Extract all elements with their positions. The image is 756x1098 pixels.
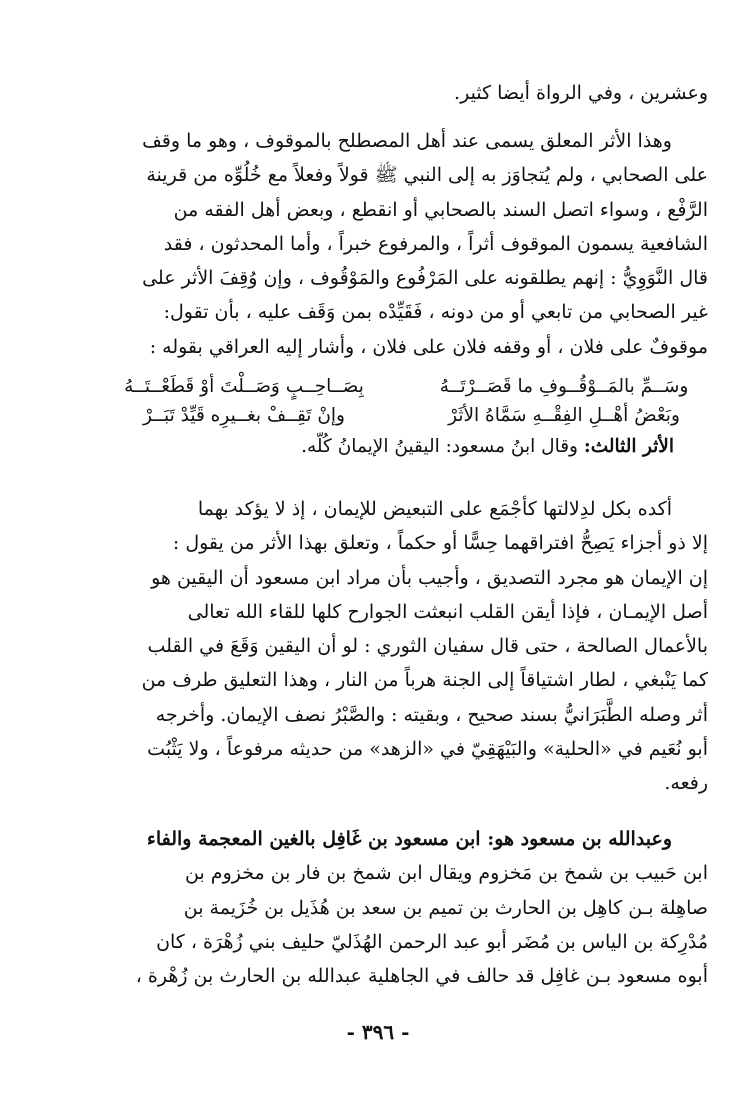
text-line: أبو نُعَيم في «الحلية» والبَيْهَقِيّ في «الزهد» من حديثه مرفوعاً ، ولا يَثْبُت [147, 738, 708, 761]
text-line: ابن مسعود بن غَافِل بالغين المعجمة والفاء [146, 828, 481, 850]
page-number: - ٣٩٦ - [346, 1020, 410, 1044]
text-line: موقوفٌ على فلان ، أو وقفه فلان على فلان ، وأشار إليه العراقي بقوله : [149, 335, 708, 358]
text-line: وعشرين ، وفي الرواة أيضا كثير. [454, 82, 708, 104]
text-line: إلا ذو أجزاء يَصِحُّ افتراقهما حِسًّا أو حكماً ، وتعلق بهذا الأثر من يقول : [172, 532, 708, 555]
poem-verse [100, 372, 708, 401]
text-line: أصل الإيمـان ، فإذا أيقن القلب انبعثت الجوارح كلها للقاء الله تعالى [187, 600, 708, 623]
text-line: ابن حَبيب بن شمخ بن مَخزوم ويقال ابن شمخ بن فار بن مخزوم بن [185, 862, 708, 885]
text-line: صاهِلة بـن كاهِل بن الحارث بن تميم بن سعد بن هُذَيل بن خُزَيمة بن [183, 896, 708, 919]
text-line: أبوه مسعود بـن غافِل قد حالف في الجاهلية عبدالله بن الحارث بن زُهْرة ، [135, 965, 708, 988]
poem-hemistich: وبَعْضُ أهْــلِ الفِقْــهِ سَمَّاهُ الأثَرْ [448, 405, 680, 426]
paragraph-biography [100, 822, 708, 993]
biography-label: وعبدالله بن مسعود هو: [487, 828, 672, 850]
poem-block [100, 372, 708, 461]
text-line: إن الإيمان هو مجرد التصديق ، وأجيب بأن مراد ابن مسعود أن اليقين هو [151, 566, 708, 589]
text-line: أكده بكل لدِلالتها كأجْمَع على التبعيض للإيمان ، إذ لا يؤكد بهما [197, 498, 672, 520]
text-line: الرَّفْع ، وسواء اتصل السند بالصحابي أو انقطع ، وبعض أهل الفقه من [173, 198, 708, 221]
poem-verse [100, 401, 708, 430]
paragraph-athar-definition [100, 124, 708, 364]
text-line: الشافعية يسمون الموقوف أثراً ، والمرفوع خبراً ، وأما المحدثون ، فقد [163, 232, 708, 255]
athar-text: وقال ابنُ مسعود: اليقينُ الإيمانُ كُلُّه. [301, 436, 578, 457]
text-line: أثر وصله الطَّبَرَانيُّ بسند صحيح ، وبقيته : والصَّبْرُ نصف الإيمان. وأخرجه [155, 703, 708, 726]
biography-first-line [100, 822, 708, 856]
poem-hemistich: وإنْ تَقِــفْ بغــيرِه قَيِّدْ تَبَــرْ [143, 405, 345, 426]
text-line: كما يَنْبغي ، لطار اشتياقاً إلى الجنة هرباً من النار ، وهذا التعليق طرف من [141, 669, 708, 692]
poem-hemistich: وسَــمِّ بالمَــوْقُــوفِ ما قَصَــرْتَــهُ [439, 376, 689, 397]
paragraph-commentary [100, 492, 708, 801]
text-line: رفعه. [664, 772, 708, 795]
text-line: وهذا الأثر المعلق يسمى عند أهل المصطلح بالموقوف ، وهو ما وقف [142, 130, 672, 152]
text-line: بالأعمال الصالحة ، حتى قال سفيان الثوري : لو أن اليقين وَقَعَ في القلب [147, 635, 708, 658]
section-heading: الأثر الثالث: [583, 436, 674, 457]
text-line: مُدْرِكة بن الياس بن مُضَر أبو عبد الرحمن الهُذَليّ حليف بني زُهْرَة ، كان [156, 930, 708, 953]
text-line: غير الصحابي من تابعي أو من دونه ، فَقَيِّدْه بمن وَقَف عليه ، بأن تقول: [163, 301, 708, 324]
paragraph-intro [100, 76, 708, 110]
page-footer [0, 1020, 756, 1044]
poem-hemistich: بِصَــاحِــبٍ وَصَــلْتَ أوْ قَطَعْــتَــهُ [124, 376, 364, 397]
text-line: على الصحابي ، ولم يُتجاوَز به إلى النبي ﷺ قولاً وفعلاً مع خُلُوِّه من قرينة [146, 164, 708, 187]
text-line: قال النَّوَوِيُّ : إنهم يطلقونه على المَرْفُوع والمَوْقُوف ، وإن وُقِفَ الأثر على [142, 267, 708, 290]
athar-heading-line [100, 432, 708, 461]
